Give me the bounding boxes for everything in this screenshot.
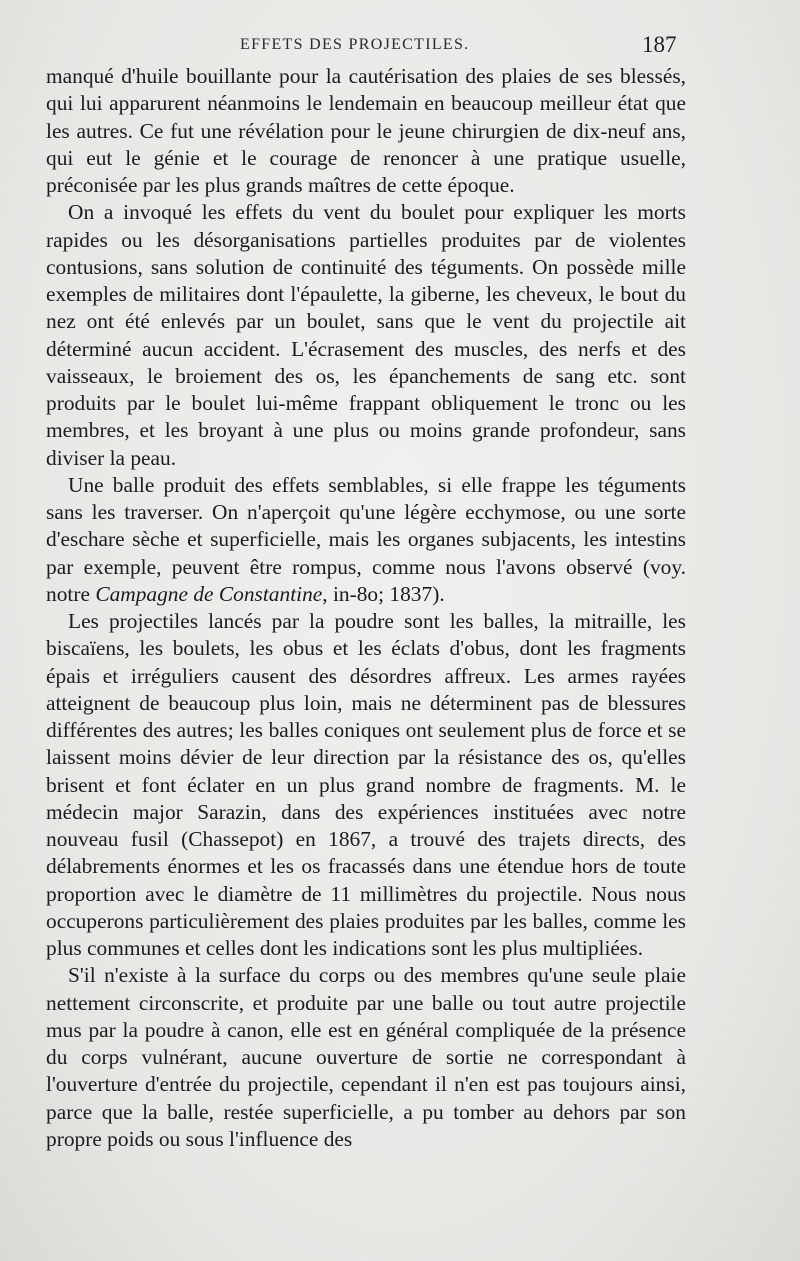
paragraph-3-text: Une balle produit des effets semblables, si elle frappe les téguments sans les traverser. On n'aperçoit qu'une légère ecchymose, ou une sorte d'eschare sèche et superficielle, mais les organes subjacents, les intestins par exemple, peuvent être rompus, comme nous l'avons observé (voy. notre xyxy=(46,472,686,606)
page-number: 187 xyxy=(642,32,677,57)
paragraph-1: manqué d'huile bouillante pour la cautérisation des plaies de ses blessés, qui lui apparurent néanmoins le lendemain en beaucoup meilleur état que les autres. Ce fut une révélation pour le jeune chirurgien de dix-neuf ans, qui eut le génie et le courage de renoncer à une pratique usuelle, préconisée par les plus grands maîtres de cette époque. xyxy=(46,64,686,197)
paragraph-2: On a invoqué les effets du vent du boulet pour expliquer les morts rapides ou les désorganisations partielles produites par de violentes contusions, sans solution de continuité des téguments. On possède mille exemples de militaires dont l'épaulette, la giberne, les cheveux, le bout du nez ont été enlevés par un boulet, sans que le vent du projectile ait déterminé aucun accident. L'écrasement des muscles, des nerfs et des vaisseaux, le broiement des os, les épanchements de sang etc. sont produits par le boulet lui-même frappant obliquement le tronc ou les membres, et les broyant à une plus ou moins grande profondeur, sans diviser la peau. xyxy=(46,200,686,470)
book-title-italic: Campagne de Constantine xyxy=(95,581,323,606)
paragraph-5: S'il n'existe à la surface du corps ou des membres qu'une seule plaie nettement circonscrite, et produite par une balle ou tout autre projectile mus par la poudre à canon, elle est en général compliquée de la présence du corps vulnérant, aucune ouverture de sortie ne correspondant à l'ouverture d'entrée du projectile, cependant il n'en est pas toujours ainsi, parce que la balle, restée superficielle, a pu tomber au dehors par son propre poids ou sous l'influence des xyxy=(46,963,686,1151)
paragraph-3-end: , in-8o; 1837). xyxy=(322,581,445,606)
page-header xyxy=(46,34,686,60)
running-head: EFFETS DES PROJECTILES. xyxy=(240,36,470,53)
body-text xyxy=(46,63,686,1153)
paragraph-4: Les projectiles lancés par la poudre sont les balles, la mitraille, les biscaïens, les boulets, les obus et les éclats d'obus, dont les fragments épais et irréguliers causent des désordres affreux. Les armes rayées atteignent de beaucoup plus loin, mais ne déterminent pas de blessures différentes des autres; les balles coniques ont seulement plus de force et se laissent moins dévier de leur direction par la résistance des os, qu'elles brisent et font éclater en un plus grand nombre de fragments. M. le médecin major Sarazin, dans des expériences instituées avec notre nouveau fusil (Chassepot) en 1867, a trouvé des trajets directs, des délabrements énormes et les os fracassés dans une étendue hors de toute proportion avec le diamètre de 11 millimètres du projectile. Nous nous occuperons particulièrement des plaies produites par les balles, comme les plus communes et celles dont les indications sont les plus multipliées. xyxy=(46,609,686,960)
paragraph-3 xyxy=(46,472,686,608)
